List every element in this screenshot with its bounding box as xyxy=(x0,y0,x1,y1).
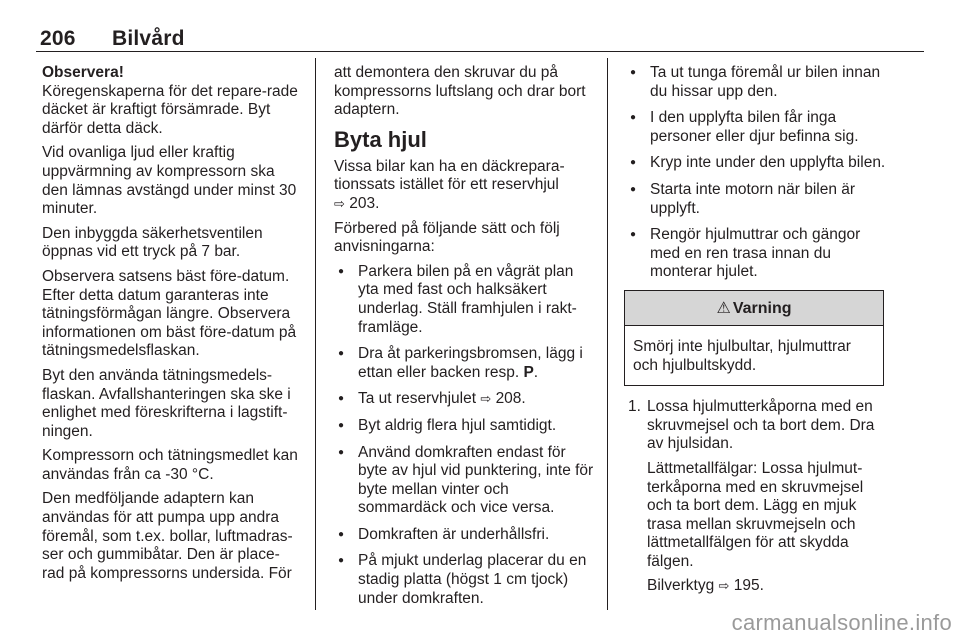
list-item xyxy=(626,398,888,596)
warning-icon: ⚠ xyxy=(716,299,731,317)
paragraph: Förbered på följande sätt och följ anvisningarna: xyxy=(334,219,560,256)
note-title: Observera! xyxy=(42,64,124,81)
page-header xyxy=(40,27,185,51)
paragraph: Vid ovanliga ljud eller kraftig uppvärmning av kompressorn ska den lämnas avstängd under minst 30 minuter. xyxy=(42,144,297,218)
reference-text: Bilverktyg xyxy=(647,577,715,595)
note xyxy=(42,64,300,138)
list-item: ● Domkraften är underhållsfri. xyxy=(334,526,596,545)
column-divider xyxy=(315,58,316,610)
step-reference xyxy=(647,577,888,596)
list-item: ● Byt aldrig flera hjul samtidigt. xyxy=(334,417,596,436)
page-ref[interactable]: 208. xyxy=(495,390,526,408)
watermark: carmanualsonline.info xyxy=(731,610,952,635)
page-ref[interactable]: 195. xyxy=(733,577,764,595)
step-number: 1. xyxy=(628,398,641,416)
paragraph: Observera satsens bäst före-datum. Efter detta datum garanteras inte tätningsförmågan längre. Observera informationen om bäst före-datum på tätningsmedelsflaskan. xyxy=(42,267,297,360)
page-ref-icon: ⇨ xyxy=(334,195,345,211)
page-ref[interactable]: 203. xyxy=(349,194,380,212)
warning-header xyxy=(625,291,883,326)
section-heading: Byta hjul xyxy=(334,126,427,152)
paragraph: Kompressorn och tätningsmedlet kan användas från ca -30 °C. xyxy=(42,447,298,483)
list-item xyxy=(334,345,596,382)
numbered-list xyxy=(626,398,888,596)
paragraph xyxy=(334,158,596,214)
list-item-text: Dra åt parkeringsbromsen, lägg i ettan eller backen resp. xyxy=(358,345,583,381)
bullet-list xyxy=(626,64,888,282)
list-item xyxy=(334,390,596,409)
list-item: ● Rengör hjulmuttrar och gängor med en ren trasa innan du monterar hjulet. xyxy=(626,226,888,282)
column-2 xyxy=(334,64,596,616)
column-1 xyxy=(42,64,300,589)
list-item-text: . xyxy=(533,363,539,381)
list-item: ● Parkera bilen på en vågrät plan yta med fast och halksäkert underlag. Ställ framhjulen i rakt-framläge. xyxy=(334,263,596,337)
step-text: Lossa hjulmutterkåporna med en skruvmejsel och ta bort dem. Dra av hjulsidan. xyxy=(647,398,875,453)
column-divider xyxy=(607,58,608,610)
gear-label: P xyxy=(523,363,534,381)
list-item: ● I den upplyfta bilen får inga personer eller djur befinna sig. xyxy=(626,109,888,146)
section-title: Bilvård xyxy=(112,27,185,50)
header-rule xyxy=(36,51,924,52)
list-item: ● Använd domkraften endast för byte av hjul vid punktering, inte för byte mellan vinter och sommardäck och vice versa. xyxy=(334,444,596,518)
note-text: Köregenskaperna för det repare-rade däcket är kraftigt försämrade. Byt därför detta däck. xyxy=(42,82,298,137)
paragraph: Den inbyggda säkerhetsventilen öppnas vid ett tryck på 7 bar. xyxy=(42,224,263,261)
column-3 xyxy=(626,64,888,596)
bullet-list xyxy=(334,263,596,609)
paragraph: Den medföljande adaptern kan användas för att pumpa upp andra föremål, som t.ex. bollar, luftmadras-ser och gummibåtar. Den är place-rad på kompressorns undersida. För xyxy=(42,490,293,582)
list-item: ● Ta ut tunga föremål ur bilen innan du hissar upp den. xyxy=(626,64,888,101)
warning-box xyxy=(624,290,884,386)
paragraph: att demontera den skruvar du på kompressorns luftslang och drar bort adaptern. xyxy=(334,64,586,119)
page-ref-icon: ⇨ xyxy=(480,391,492,407)
page-ref-icon: ⇨ xyxy=(718,578,730,594)
intro-text: Vissa bilar kan ha en däckrepara-tionssats istället för ett reservhjul xyxy=(334,157,565,194)
list-item: ● På mjukt underlag placerar du en stadig platta (högst 1 cm tjock) under domkraften. xyxy=(334,552,596,608)
list-item-text: Ta ut reservhjulet xyxy=(358,390,477,408)
warning-text: Smörj inte hjulbultar, hjulmuttrar och hjulbultskydd. xyxy=(633,337,851,374)
warning-title: Varning xyxy=(732,299,792,317)
list-item: ● Kryp inte under den upplyfta bilen. xyxy=(626,154,888,173)
paragraph: Byt den använda tätningsmedels-flaskan. Avfallshanteringen ska ske i enlighet med föreskrifterna i lagstift-ningen. xyxy=(42,366,291,440)
list-item: ● Starta inte motorn när bilen är upplyft. xyxy=(626,181,888,218)
page-number: 206 xyxy=(40,27,76,50)
step-subtext: Lättmetallfälgar: Lossa hjulmut-terkåporna med en skruvmejsel och ta bort dem. Lägg en mjuk trasa mellan skruvmejseln och lättmetallfälgen för att skydda fälgen. xyxy=(647,459,864,570)
